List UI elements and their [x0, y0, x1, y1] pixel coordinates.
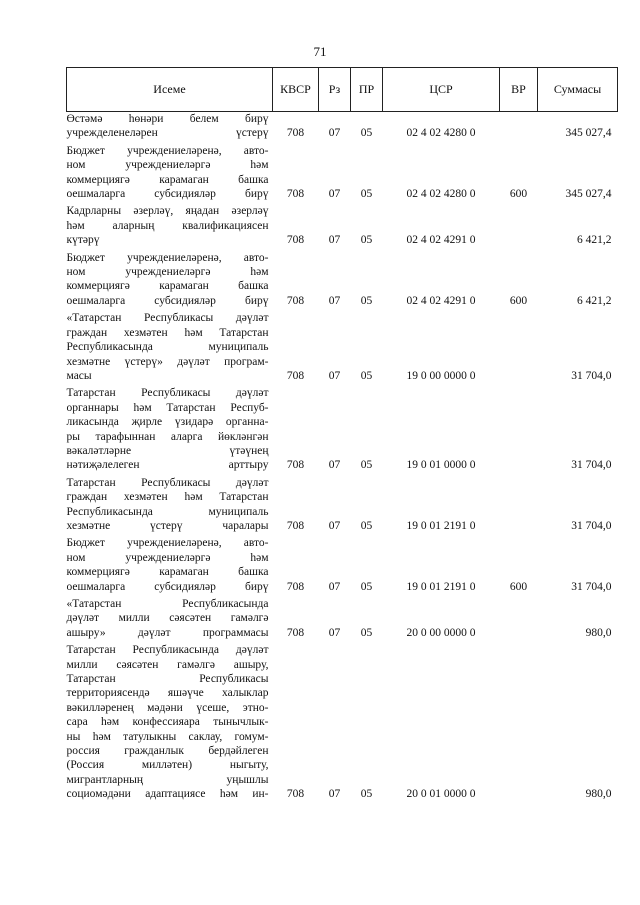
row-name [67, 112, 273, 144]
row-name-line: Республикасында муниципаль [66, 341, 269, 354]
row-rz: 07 [328, 788, 341, 801]
row-name-line: Бюджет учреждениеләренә, авто- [66, 251, 269, 264]
table-row [67, 476, 618, 537]
row-vr [500, 112, 538, 144]
row-name-line: оешмаларга субсидияләр бирү [66, 580, 269, 593]
row-csr: 02 4 02 4280 0 [406, 127, 476, 140]
row-name [67, 204, 273, 250]
row-rz: 07 [328, 519, 341, 532]
row-csr: 20 0 01 0000 0 [406, 788, 476, 801]
row-sum: 31 704,0 [571, 580, 612, 593]
row-vr [500, 476, 538, 537]
row-kvsr: 708 [286, 580, 305, 593]
row-name-line: социомәдәни адаптациясе һәм ин- [66, 788, 269, 801]
row-name-line: ном учреждениеләргә һәм [66, 551, 269, 564]
row-pr: 05 [360, 788, 373, 801]
row-name-line: Татарстан Республикасы [66, 673, 269, 686]
row-name-line: (Россия милләтен) ныгыту, [66, 759, 269, 772]
row-csr: 02 4 02 4291 0 [406, 294, 476, 307]
row-vr [500, 643, 538, 804]
row-name-line: вәкаләтләрне үтәүнең [66, 444, 269, 457]
row-pr: 05 [360, 127, 373, 140]
row-sum: 31 704,0 [571, 459, 612, 472]
row-vr [500, 597, 538, 643]
table-row [67, 112, 618, 144]
row-csr: 02 4 02 4291 0 [406, 234, 476, 247]
row-pr: 05 [360, 188, 373, 201]
row-name-line: Өстәмә һөнәри белем бирү [66, 113, 269, 125]
row-name-line: мигрантларның уңышлы [66, 773, 269, 786]
header-rz: Рз [319, 68, 351, 112]
table-row [67, 386, 618, 475]
row-sum: 980,0 [585, 626, 612, 639]
row-sum: 6 421,2 [577, 234, 612, 247]
row-name-line: ном учреждениеләргә һәм [66, 159, 269, 172]
table-header-row [67, 68, 618, 112]
row-name [67, 251, 273, 312]
row-name-line: хезмәтне үстерү чаралары [66, 519, 269, 532]
row-kvsr: 708 [286, 459, 305, 472]
header-name: Исеме [67, 68, 273, 112]
row-name [67, 536, 273, 597]
table-row [67, 251, 618, 312]
row-rz: 07 [328, 294, 341, 307]
row-name [67, 597, 273, 643]
row-vr: 600 [509, 580, 528, 593]
row-rz: 07 [328, 234, 341, 247]
header-vr: ВР [500, 68, 538, 112]
row-rz: 07 [328, 580, 341, 593]
row-name-line: һәм аларның квалификациясен [66, 219, 269, 232]
row-sum: 980,0 [585, 788, 612, 801]
row-vr [500, 204, 538, 250]
row-name [67, 144, 273, 205]
row-kvsr: 708 [286, 294, 305, 307]
row-name-line: Кадрларны әзерләү, яңадан әзерләү [66, 205, 269, 218]
row-name-line: коммерциягә карамаган башка [66, 280, 269, 293]
row-name-line: ном учреждениеләргә һәм [66, 266, 269, 279]
header-kvsr: КВСР [273, 68, 319, 112]
row-name [67, 476, 273, 537]
row-pr: 05 [360, 369, 373, 382]
row-name-line: Татарстан Республикасында дәүләт [66, 644, 269, 657]
row-name-line: вәкилләренең мәдәни үсеше, этно- [66, 701, 269, 714]
row-rz: 07 [328, 459, 341, 472]
row-csr: 19 0 01 2191 0 [406, 519, 476, 532]
row-csr: 02 4 02 4280 0 [406, 188, 476, 201]
header-csr: ЦСР [383, 68, 500, 112]
row-name-line: ликасында җирле үзидарә органна- [66, 416, 269, 429]
row-vr: 600 [509, 188, 528, 201]
row-pr: 05 [360, 294, 373, 307]
row-rz: 07 [328, 369, 341, 382]
row-name-line: ны һәм татулыкны саклау, гомум- [66, 730, 269, 743]
row-name [67, 386, 273, 475]
row-vr [500, 386, 538, 475]
row-csr: 19 0 01 2191 0 [406, 580, 476, 593]
row-kvsr: 708 [286, 519, 305, 532]
row-sum: 31 704,0 [571, 519, 612, 532]
row-name-line: граждан хезмәтен һәм Татарстан [66, 326, 269, 339]
row-sum: 345 027,4 [565, 188, 612, 201]
row-csr: 20 0 00 0000 0 [406, 626, 476, 639]
row-name-line: учрежделенеләрен үстерү [66, 127, 269, 140]
row-pr: 05 [360, 234, 373, 247]
row-name-line: россия гражданлык бердәйлеген [66, 745, 269, 758]
row-name-line: милли сәясәтен гамәлгә ашыру, [66, 658, 269, 671]
row-name-line: коммерциягә карамаган башка [66, 566, 269, 579]
row-name [67, 311, 273, 386]
row-pr: 05 [360, 580, 373, 593]
row-name [67, 643, 273, 804]
row-name-line: күтәрү [66, 234, 100, 247]
row-name-line: сара һәм конфессияара тынычлык- [66, 716, 269, 729]
row-kvsr: 708 [286, 626, 305, 639]
row-pr: 05 [360, 626, 373, 639]
row-kvsr: 708 [286, 188, 305, 201]
table-row [67, 204, 618, 250]
row-sum: 6 421,2 [577, 294, 612, 307]
table-body [67, 112, 618, 805]
row-pr: 05 [360, 459, 373, 472]
row-name-line: территориясендә яшәүче халыклар [66, 687, 269, 700]
row-name-line: оешмаларга субсидияләр бирү [66, 294, 269, 307]
row-name-line: Бюджет учреждениеләренә, авто- [66, 537, 269, 550]
table-row [67, 536, 618, 597]
table-row [67, 311, 618, 386]
row-name-line: хезмәтне үстерү» дәүләт програм- [66, 355, 269, 368]
row-csr: 19 0 00 0000 0 [406, 369, 476, 382]
row-rz: 07 [328, 188, 341, 201]
table-row [67, 597, 618, 643]
row-name-line: нәтиҗәлелеген арттыру [66, 459, 269, 472]
row-name-line: органнары һәм Татарстан Респуб- [66, 401, 269, 414]
row-name-line: граждан хезмәтен һәм Татарстан [66, 491, 269, 504]
table-row [67, 643, 618, 804]
row-name-line: коммерциягә карамаган башка [66, 173, 269, 186]
table-row [67, 144, 618, 205]
row-vr [500, 311, 538, 386]
row-name-line: масы [66, 369, 92, 382]
row-sum: 345 027,4 [565, 127, 612, 140]
row-name-line: «Татарстан Республикасында [66, 598, 269, 610]
row-kvsr: 708 [286, 234, 305, 247]
row-csr: 19 0 01 0000 0 [406, 459, 476, 472]
row-name-line: Татарстан Республикасы дәүләт [66, 387, 269, 400]
page-number: 71 [313, 44, 327, 59]
row-kvsr: 708 [286, 127, 305, 140]
row-name-line: дәүләт милли сәясәтен гамәлгә [66, 612, 269, 625]
budget-table [66, 67, 618, 805]
row-pr: 05 [360, 519, 373, 532]
row-name-line: «Татарстан Республикасы дәүләт [66, 312, 269, 325]
row-name-line: Бюджет учреждениеләренә, авто- [66, 144, 269, 157]
header-pr: ПР [351, 68, 383, 112]
row-name-line: ры тарафыннан аларга йөкләнгән [66, 430, 269, 443]
row-name-line: Республикасында муниципаль [66, 505, 269, 518]
row-name-line: оешмаларга субсидияләр бирү [66, 188, 269, 201]
row-rz: 07 [328, 626, 341, 639]
row-kvsr: 708 [286, 788, 305, 801]
header-sum: Суммасы [538, 68, 618, 112]
row-vr: 600 [509, 294, 528, 307]
row-name-line: Татарстан Республикасы дәүләт [66, 476, 269, 489]
row-rz: 07 [328, 127, 341, 140]
row-kvsr: 708 [286, 369, 305, 382]
row-name-line: ашыру» дәүләт программасы [66, 626, 269, 639]
row-sum: 31 704,0 [571, 369, 612, 382]
